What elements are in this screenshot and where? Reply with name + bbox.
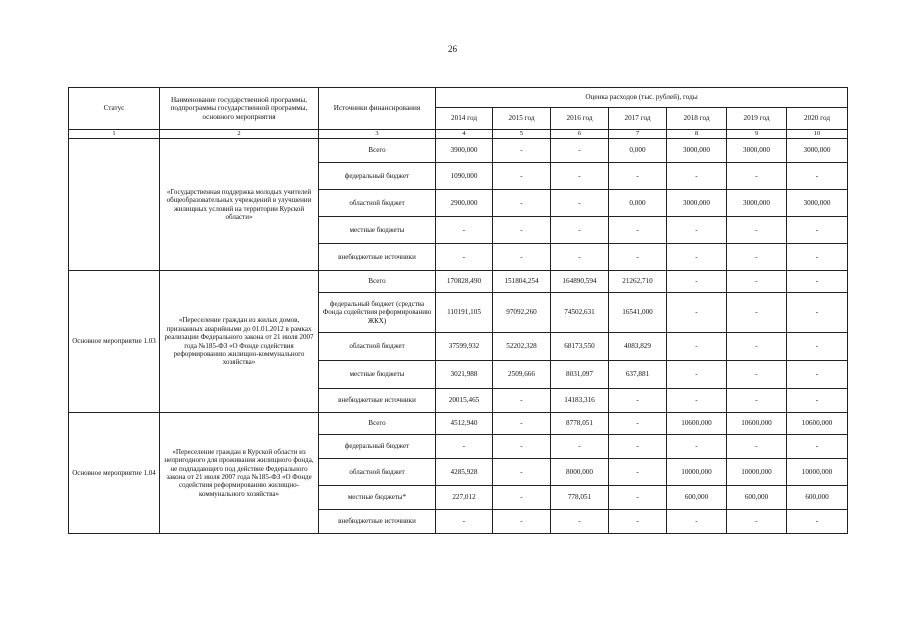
value-cell: 3900,000 xyxy=(436,139,493,163)
value-cell: - xyxy=(727,361,787,389)
value-cell: - xyxy=(436,244,493,271)
column-number: 7 xyxy=(609,130,667,139)
value-cell: 110191,105 xyxy=(436,293,493,333)
row-program-name: «Переселение граждан в Курской области из непригодного для проживания жилищного фонда, не подпадающего под действие Федерального закона от 21 июля 2007 года №185-ФЗ «О Фонде содействия реформированию жилищно-коммунального хозяйства» xyxy=(160,413,319,534)
header-estimate: Оценка расходов (тыс. рублей), годы xyxy=(436,88,848,108)
value-cell: - xyxy=(609,413,667,435)
value-cell: - xyxy=(787,510,848,534)
row-source: областной бюджет xyxy=(319,333,436,361)
row-status: Основное мероприятие 1.04 xyxy=(69,413,160,534)
value-cell: - xyxy=(609,217,667,244)
row-source: Всего xyxy=(319,271,436,293)
value-cell: - xyxy=(667,510,727,534)
value-cell: - xyxy=(551,139,609,163)
value-cell: 10000,000 xyxy=(727,459,787,486)
value-cell: - xyxy=(667,333,727,361)
value-cell: 97092,260 xyxy=(493,293,551,333)
value-cell: 778,051 xyxy=(551,486,609,510)
value-cell: - xyxy=(493,217,551,244)
value-cell: - xyxy=(787,361,848,389)
value-cell: - xyxy=(667,293,727,333)
value-cell: 10000,000 xyxy=(787,459,848,486)
row-status: Основное мероприятие 1.03 xyxy=(69,271,160,413)
value-cell: - xyxy=(551,435,609,459)
value-cell: - xyxy=(727,163,787,190)
value-cell: - xyxy=(493,163,551,190)
row-program-name: «Государственная поддержка молодых учителей общеобразовательных учреждений в улучшении жилищных условий на территории Курской области» xyxy=(160,139,319,271)
value-cell: - xyxy=(787,389,848,413)
value-cell: 8031,097 xyxy=(551,361,609,389)
value-cell: - xyxy=(787,333,848,361)
value-cell: - xyxy=(727,271,787,293)
row-source: местные бюджеты* xyxy=(319,486,436,510)
value-cell: - xyxy=(787,435,848,459)
value-cell: - xyxy=(551,163,609,190)
value-cell: 0,000 xyxy=(609,139,667,163)
value-cell: - xyxy=(493,486,551,510)
value-cell: 227,012 xyxy=(436,486,493,510)
value-cell: - xyxy=(436,217,493,244)
row-source: местные бюджеты xyxy=(319,217,436,244)
row-source: федеральный бюджет xyxy=(319,163,436,190)
value-cell: - xyxy=(493,190,551,217)
value-cell: - xyxy=(787,217,848,244)
value-cell: - xyxy=(667,389,727,413)
value-cell: 170828,490 xyxy=(436,271,493,293)
value-cell: - xyxy=(493,139,551,163)
value-cell: - xyxy=(551,244,609,271)
value-cell: 600,000 xyxy=(787,486,848,510)
value-cell: - xyxy=(727,435,787,459)
value-cell: - xyxy=(436,510,493,534)
value-cell: - xyxy=(667,271,727,293)
value-cell: 16541,000 xyxy=(609,293,667,333)
column-number: 2 xyxy=(160,130,319,139)
row-source: внебюджетные источники xyxy=(319,510,436,534)
value-cell: - xyxy=(493,244,551,271)
value-cell: 600,000 xyxy=(667,486,727,510)
value-cell: 1090,000 xyxy=(436,163,493,190)
column-number: 10 xyxy=(787,130,848,139)
value-cell: 164890,594 xyxy=(551,271,609,293)
value-cell: 3000,000 xyxy=(727,139,787,163)
value-cell: 637,881 xyxy=(609,361,667,389)
value-cell: - xyxy=(493,435,551,459)
table-row xyxy=(69,139,848,163)
column-numbers-row xyxy=(69,130,848,139)
table-row xyxy=(69,413,848,435)
value-cell: 151804,254 xyxy=(493,271,551,293)
value-cell: - xyxy=(551,190,609,217)
column-number: 3 xyxy=(319,130,436,139)
row-source: федеральный бюджет xyxy=(319,435,436,459)
value-cell: 8000,000 xyxy=(551,459,609,486)
financing-table xyxy=(68,87,848,534)
value-cell: - xyxy=(493,510,551,534)
value-cell: 37599,932 xyxy=(436,333,493,361)
value-cell: - xyxy=(609,244,667,271)
row-source: местные бюджеты xyxy=(319,361,436,389)
value-cell: 68173,550 xyxy=(551,333,609,361)
row-source: федеральный бюджет (средства Фонда содействия реформированию ЖКХ) xyxy=(319,293,436,333)
header-program-name: Наименование государственной программы, подпрограммы государственной программы, основного мероприятия xyxy=(160,88,319,130)
header-year: 2019 год xyxy=(727,108,787,130)
value-cell: - xyxy=(667,217,727,244)
value-cell: - xyxy=(551,510,609,534)
value-cell: - xyxy=(493,459,551,486)
page-number: 26 xyxy=(448,44,457,54)
value-cell: - xyxy=(667,435,727,459)
value-cell: - xyxy=(727,217,787,244)
row-source: областной бюджет xyxy=(319,190,436,217)
header-status: Статус xyxy=(69,88,160,130)
value-cell: - xyxy=(609,486,667,510)
row-source: Всего xyxy=(319,413,436,435)
value-cell: 74502,631 xyxy=(551,293,609,333)
row-source: областной бюджет xyxy=(319,459,436,486)
value-cell: 0,000 xyxy=(609,190,667,217)
value-cell: - xyxy=(727,389,787,413)
header-year: 2017 год xyxy=(609,108,667,130)
value-cell: 4083,829 xyxy=(609,333,667,361)
column-number: 6 xyxy=(551,130,609,139)
header-year: 2018 год xyxy=(667,108,727,130)
row-source: внебюджетные источники xyxy=(319,244,436,271)
value-cell: - xyxy=(667,244,727,271)
value-cell: - xyxy=(493,389,551,413)
row-source: внебюджетные источники xyxy=(319,389,436,413)
value-cell: - xyxy=(787,271,848,293)
value-cell: 2900,000 xyxy=(436,190,493,217)
value-cell: - xyxy=(609,389,667,413)
value-cell: 20015,465 xyxy=(436,389,493,413)
value-cell: 600,000 xyxy=(727,486,787,510)
header-year: 2016 год xyxy=(551,108,609,130)
value-cell: - xyxy=(551,217,609,244)
value-cell: - xyxy=(609,435,667,459)
header-year: 2015 год xyxy=(493,108,551,130)
header-sources: Источники финансирования xyxy=(319,88,436,130)
value-cell: - xyxy=(436,435,493,459)
value-cell: - xyxy=(609,459,667,486)
value-cell: 10000,000 xyxy=(667,459,727,486)
row-source: Всего xyxy=(319,139,436,163)
value-cell: 10600,000 xyxy=(787,413,848,435)
value-cell: 3000,000 xyxy=(787,139,848,163)
value-cell: - xyxy=(787,244,848,271)
value-cell: - xyxy=(727,510,787,534)
value-cell: 52202,328 xyxy=(493,333,551,361)
value-cell: 3000,000 xyxy=(667,139,727,163)
value-cell: 8778,051 xyxy=(551,413,609,435)
row-program-name: «Переселение граждан из жилых домов, признанных аварийными до 01.01.2012 в рамках реализации Федерального закона от 21 июля 2007 года №185-ФЗ «О Фонде содействия реформированию жилищно-коммунального хозяйства» xyxy=(160,271,319,413)
value-cell: - xyxy=(667,163,727,190)
value-cell: 4512,940 xyxy=(436,413,493,435)
value-cell: - xyxy=(727,333,787,361)
value-cell: 21262,710 xyxy=(609,271,667,293)
table-row xyxy=(69,271,848,293)
value-cell: 3021,988 xyxy=(436,361,493,389)
header-year: 2014 год xyxy=(436,108,493,130)
value-cell: 14183,316 xyxy=(551,389,609,413)
value-cell: - xyxy=(787,293,848,333)
row-status xyxy=(69,139,160,271)
value-cell: - xyxy=(609,510,667,534)
column-number: 1 xyxy=(69,130,160,139)
value-cell: - xyxy=(787,163,848,190)
column-number: 8 xyxy=(667,130,727,139)
value-cell: - xyxy=(667,361,727,389)
header-year: 2020 год xyxy=(787,108,848,130)
value-cell: - xyxy=(609,163,667,190)
value-cell: - xyxy=(727,244,787,271)
value-cell: 3000,000 xyxy=(787,190,848,217)
column-number: 5 xyxy=(493,130,551,139)
value-cell: 10600,000 xyxy=(667,413,727,435)
value-cell: 4285,928 xyxy=(436,459,493,486)
value-cell: 10600,000 xyxy=(727,413,787,435)
value-cell: 3000,000 xyxy=(667,190,727,217)
value-cell: - xyxy=(727,293,787,333)
column-number: 9 xyxy=(727,130,787,139)
column-number: 4 xyxy=(436,130,493,139)
value-cell: 3000,000 xyxy=(727,190,787,217)
value-cell: 2509,666 xyxy=(493,361,551,389)
value-cell: - xyxy=(493,413,551,435)
